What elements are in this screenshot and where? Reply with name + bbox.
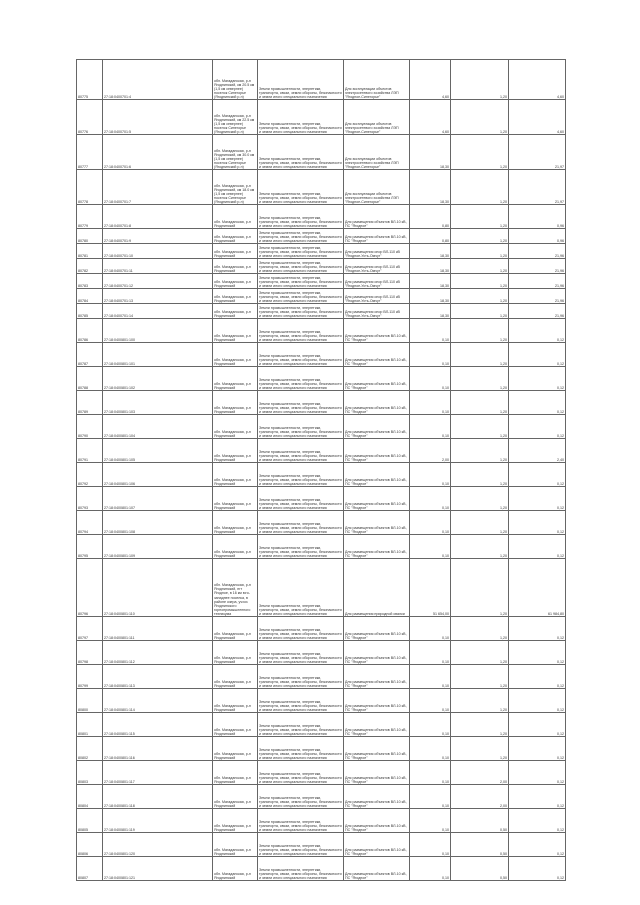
cell-value: 21,97 [509,135,566,170]
cell-record-number: 80789 [77,391,103,415]
cell-permitted-use: Для эксплуатации объектов электросетевого хозяйства ЛЭП "Ягодное-Синегорье" [344,100,410,135]
cell-rate: 1,20 [451,367,509,391]
cell-area: 18,30 [410,304,451,319]
cell-value: 0,12 [509,689,566,713]
cell-address: обл. Магаданская, р-н Ягоднинский, км 20.5 км (1,5 км севернее) поселок Синегорье (Ягоднинский р-н) [213,60,258,100]
cell-permitted-use: Для эксплуатации объектов электросетевого хозяйства ЛЭП "Ягодное-Синегорье" [344,135,410,170]
cell-record-number: 80778 [77,170,103,205]
cell-cadastral-number: 27:18:0400801:120 [103,833,213,857]
cell-address: обл. Магаданская, р-н Ягоднинский [213,689,258,713]
cell-rate: 1,20 [451,415,509,439]
cell-area: 0,10 [410,857,451,881]
cell-cadastral-number: 27:18:0400701:4 [103,60,213,100]
cell-permitted-use: Для размещения объектов ВЛ-10 кВ, ПС "Ягодное" [344,761,410,785]
cell-permitted-use: Для размещения опор ВЛ-110 кВ "Ягодное-Усть-Омчуг" [344,274,410,289]
table-row [77,689,566,713]
cell-cadastral-number: 27:18:0400801:113 [103,665,213,689]
cell-rate: 1,20 [451,135,509,170]
cell-record-number: 80802 [77,737,103,761]
cell-land-category: Земли промышленности, энергетики, транспорта, связи, земли обороны, безопасности и земли иного специального назначения [258,737,344,761]
cell-record-number: 80801 [77,713,103,737]
cell-address: обл. Магаданская, р-н Ягоднинский, пгт Ягодное, в 16 км юго-западнее поселка, в районе озера, учхоз Ягоднинского горнопромышленного техникума [213,559,258,617]
cell-area: 0,10 [410,737,451,761]
table-row [77,785,566,809]
cell-record-number: 80793 [77,487,103,511]
cell-value: 21,96 [509,259,566,274]
cell-value: 0,12 [509,319,566,343]
cell-area: 0,10 [410,487,451,511]
table-row [77,833,566,857]
cell-area: 0,10 [410,809,451,833]
cell-address: обл. Магаданская, р-н Ягоднинский [213,319,258,343]
cell-land-category: Земли промышленности, энергетики, транспорта, связи, земли обороны, безопасности и земли иного специального назначения [258,100,344,135]
cell-address: обл. Магаданская, р-н Ягоднинский [213,535,258,559]
cell-address: обл. Магаданская, р-н Ягоднинский [213,785,258,809]
cell-address: обл. Магаданская, р-н Ягоднинский [213,367,258,391]
cell-record-number: 80792 [77,463,103,487]
cell-address: обл. Магаданская, р-н Ягоднинский [213,617,258,641]
cell-value: 21,97 [509,170,566,205]
cell-land-category: Земли промышленности, энергетики, транспорта, связи, земли обороны, безопасности и земли иного специального назначения [258,809,344,833]
table-row [77,304,566,319]
table-row [77,135,566,170]
cell-value: 0,12 [509,367,566,391]
cell-record-number: 80807 [77,857,103,881]
cell-area: 0,10 [410,319,451,343]
cell-cadastral-number: 27:18:0400701:11 [103,259,213,274]
cell-area: 18,30 [410,244,451,259]
cell-rate: 2,00 [451,785,509,809]
cell-address: обл. Магаданская, р-н Ягоднинский [213,289,258,304]
cell-cadastral-number: 27:18:0400801:105 [103,439,213,463]
cell-land-category: Земли промышленности, энергетики, транспорта, связи, земли обороны, безопасности и земли иного специального назначения [258,170,344,205]
cell-rate: 1,20 [451,737,509,761]
cell-value: 0,12 [509,511,566,535]
cell-cadastral-number: 27:18:0400801:108 [103,511,213,535]
cell-value: 0,12 [509,857,566,881]
cell-value: 0,12 [509,391,566,415]
cell-value: 0,12 [509,833,566,857]
cell-land-category: Земли промышленности, энергетики, транспорта, связи, земли обороны, безопасности и земли иного специального назначения [258,439,344,463]
cell-permitted-use: Для размещения объектов ВЛ-10 кВ, ПС "Ягодное" [344,439,410,463]
cell-area: 0,10 [410,833,451,857]
cell-address: обл. Магаданская, р-н Ягоднинский [213,641,258,665]
cell-area: 0,10 [410,617,451,641]
cell-area: 18,30 [410,135,451,170]
cell-value: 0,96 [509,205,566,229]
cell-address: обл. Магаданская, р-н Ягоднинский [213,463,258,487]
cell-value: 4,60 [509,60,566,100]
cell-address: обл. Магаданская, р-н Ягоднинский [213,487,258,511]
table-row [77,761,566,785]
cell-land-category: Земли промышленности, энергетики, транспорта, связи, земли обороны, безопасности и земли иного специального назначения [258,229,344,244]
cell-area: 0,10 [410,713,451,737]
cell-record-number: 80784 [77,289,103,304]
cell-cadastral-number: 27:18:0400801:117 [103,761,213,785]
cell-land-category: Земли промышленности, энергетики, транспорта, связи, земли обороны, безопасности и земли иного специального назначения [258,415,344,439]
cell-address: обл. Магаданская, р-н Ягоднинский [213,274,258,289]
cell-permitted-use: Для размещения объектов ВЛ-10 кВ, ПС "Ягодное" [344,391,410,415]
table-row [77,535,566,559]
cell-land-category: Земли промышленности, энергетики, транспорта, связи, земли обороны, безопасности и земли иного специального назначения [258,259,344,274]
cell-record-number: 80800 [77,689,103,713]
cell-land-category: Земли промышленности, энергетики, транспорта, связи, земли обороны, безопасности и земли иного специального назначения [258,559,344,617]
cell-rate: 1,20 [451,487,509,511]
cell-rate: 0,50 [451,833,509,857]
cell-permitted-use: Для размещения объектов ВЛ-10 кВ, ПС "Ягодное" [344,833,410,857]
cell-permitted-use: Для размещения объектов ВЛ-10 кВ, ПС "Ягодное" [344,535,410,559]
cell-address: обл. Магаданская, р-н Ягоднинский, км 30.0 км (1,5 км севернее) поселок Синегорье (Ягоднинский р-н) [213,135,258,170]
cell-rate: 1,20 [451,559,509,617]
cell-value: 0,12 [509,415,566,439]
cell-land-category: Земли промышленности, энергетики, транспорта, связи, земли обороны, безопасности и земли иного специального назначения [258,713,344,737]
cell-area: 18,30 [410,274,451,289]
land-registry-table [76,59,566,881]
cell-record-number: 80806 [77,833,103,857]
cell-land-category: Земли промышленности, энергетики, транспорта, связи, земли обороны, безопасности и земли иного специального назначения [258,785,344,809]
cell-permitted-use: Для размещения объектов ВЛ-10 кВ, ПС "Ягодное" [344,689,410,713]
cell-cadastral-number: 27:18:0400801:102 [103,367,213,391]
cell-permitted-use: Для размещения объектов ВЛ-10 кВ, ПС "Ягодное" [344,809,410,833]
cell-area: 0,10 [410,689,451,713]
cell-area: 0,10 [410,535,451,559]
cell-cadastral-number: 27:18:0400801:109 [103,535,213,559]
cell-rate: 1,20 [451,617,509,641]
table-row [77,857,566,881]
table-body [77,60,566,881]
cell-area: 18,30 [410,289,451,304]
cell-cadastral-number: 27:18:0400701:5 [103,100,213,135]
table-row [77,391,566,415]
cell-rate: 1,20 [451,60,509,100]
cell-record-number: 80786 [77,319,103,343]
cell-area: 0,10 [410,415,451,439]
cell-rate: 1,20 [451,244,509,259]
cell-record-number: 80780 [77,229,103,244]
cell-record-number: 80803 [77,761,103,785]
cell-value: 4,60 [509,100,566,135]
cell-rate: 0,50 [451,809,509,833]
cell-rate: 1,20 [451,535,509,559]
cell-land-category: Земли промышленности, энергетики, транспорта, связи, земли обороны, безопасности и земли иного специального назначения [258,289,344,304]
cell-cadastral-number: 27:18:0400801:119 [103,809,213,833]
cell-value: 61 984,80 [509,559,566,617]
cell-record-number: 80797 [77,617,103,641]
cell-address: обл. Магаданская, р-н Ягоднинский [213,833,258,857]
cell-address: обл. Магаданская, р-н Ягоднинский [213,244,258,259]
cell-record-number: 80799 [77,665,103,689]
cell-area: 0,10 [410,761,451,785]
cell-cadastral-number: 27:18:0400801:115 [103,713,213,737]
cell-record-number: 80796 [77,559,103,617]
cell-value: 0,12 [509,535,566,559]
cell-cadastral-number: 27:18:0400701:10 [103,244,213,259]
cell-value: 21,96 [509,289,566,304]
cell-rate: 1,20 [451,304,509,319]
cell-land-category: Земли промышленности, энергетики, транспорта, связи, земли обороны, безопасности и земли иного специального назначения [258,244,344,259]
cell-permitted-use: Для размещения объектов ВЛ-10 кВ, ПС "Ягодное" [344,511,410,535]
cell-cadastral-number: 27:18:0400701:8 [103,205,213,229]
cell-permitted-use: Для размещения опор ВЛ-110 кВ "Ягодное-Усть-Омчуг" [344,289,410,304]
cell-land-category: Земли промышленности, энергетики, транспорта, связи, земли обороны, безопасности и земли иного специального назначения [258,135,344,170]
cell-record-number: 80777 [77,135,103,170]
cell-address: обл. Магаданская, р-н Ягоднинский [213,343,258,367]
table-row [77,617,566,641]
cell-record-number: 80782 [77,259,103,274]
table-row [77,713,566,737]
cell-address: обл. Магаданская, р-н Ягоднинский [213,761,258,785]
cell-rate: 1,20 [451,641,509,665]
cell-cadastral-number: 27:18:0400801:116 [103,737,213,761]
cell-address: обл. Магаданская, р-н Ягоднинский, км 18.0 км (1,5 км севернее) поселок Синегорье (Ягоднинский р-н) [213,170,258,205]
cell-record-number: 80788 [77,367,103,391]
cell-land-category: Земли промышленности, энергетики, транспорта, связи, земли обороны, безопасности и земли иного специального назначения [258,60,344,100]
cell-permitted-use: Для размещения объектов ВЛ-10 кВ, ПС "Ягодное" [344,857,410,881]
cell-permitted-use: Для размещения опор ВЛ-110 кВ "Ягодное-Усть-Омчуг" [344,244,410,259]
cell-record-number: 80790 [77,415,103,439]
cell-permitted-use: Для размещения объектов ВЛ-10 кВ, ПС "Ягодное" [344,415,410,439]
table-row [77,641,566,665]
cell-address: обл. Магаданская, р-н Ягоднинский [213,511,258,535]
cell-rate: 1,20 [451,343,509,367]
cell-address: обл. Магаданская, р-н Ягоднинский [213,857,258,881]
cell-area: 18,30 [410,259,451,274]
cell-cadastral-number: 27:18:0400801:107 [103,487,213,511]
cell-land-category: Земли промышленности, энергетики, транспорта, связи, земли обороны, безопасности и земли иного специального назначения [258,319,344,343]
cell-record-number: 80794 [77,511,103,535]
cell-rate: 2,00 [451,761,509,785]
cell-cadastral-number: 27:18:0400801:112 [103,641,213,665]
cell-value: 0,96 [509,229,566,244]
cell-value: 0,12 [509,641,566,665]
cell-land-category: Земли промышленности, энергетики, транспорта, связи, земли обороны, безопасности и земли иного специального назначения [258,304,344,319]
cell-value: 0,12 [509,665,566,689]
cell-rate: 1,20 [451,205,509,229]
cell-area: 0,10 [410,391,451,415]
cell-cadastral-number: 27:18:0400801:118 [103,785,213,809]
table-row [77,60,566,100]
cell-address: обл. Магаданская, р-н Ягоднинский [213,391,258,415]
cell-address: обл. Магаданская, р-н Ягоднинский [213,665,258,689]
cell-address: обл. Магаданская, р-н Ягоднинский [213,304,258,319]
cell-record-number: 80783 [77,274,103,289]
cell-permitted-use: Для размещения объектов ВЛ-10 кВ, ПС "Ягодное" [344,343,410,367]
cell-area: 0,80 [410,229,451,244]
cell-permitted-use: Для размещения объектов ВЛ-10 кВ, ПС "Ягодное" [344,713,410,737]
cell-rate: 1,20 [451,689,509,713]
cell-address: обл. Магаданская, р-н Ягоднинский [213,439,258,463]
cell-permitted-use: Для размещения объектов ВЛ-10 кВ, ПС "Ягодное" [344,641,410,665]
table-row [77,100,566,135]
cell-land-category: Земли промышленности, энергетики, транспорта, связи, земли обороны, безопасности и земли иного специального назначения [258,857,344,881]
cell-area: 4,60 [410,60,451,100]
cell-record-number: 80787 [77,343,103,367]
cell-permitted-use: Для размещения опор ВЛ-110 кВ "Ягодное-Усть-Омчуг" [344,304,410,319]
cell-cadastral-number: 27:18:0400701:9 [103,229,213,244]
cell-rate: 0,50 [451,857,509,881]
cell-land-category: Земли промышленности, энергетики, транспорта, связи, земли обороны, безопасности и земли иного специального назначения [258,463,344,487]
table-row [77,343,566,367]
table-row [77,415,566,439]
cell-record-number: 80795 [77,535,103,559]
cell-land-category: Земли промышленности, энергетики, транспорта, связи, земли обороны, безопасности и земли иного специального назначения [258,617,344,641]
cell-land-category: Земли промышленности, энергетики, транспорта, связи, земли обороны, безопасности и земли иного специального назначения [258,689,344,713]
cell-area: 0,10 [410,463,451,487]
cell-cadastral-number: 27:18:0400701:6 [103,135,213,170]
table-row [77,244,566,259]
cell-rate: 1,20 [451,665,509,689]
cell-permitted-use: Для размещения объектов ВЛ-10 кВ, ПС "Ягодное" [344,367,410,391]
table-row [77,367,566,391]
table-row [77,229,566,244]
cell-area: 0,10 [410,785,451,809]
cell-cadastral-number: 27:18:0400801:104 [103,415,213,439]
cell-record-number: 80779 [77,205,103,229]
cell-rate: 1,20 [451,170,509,205]
cell-land-category: Земли промышленности, энергетики, транспорта, связи, земли обороны, безопасности и земли иного специального назначения [258,391,344,415]
cell-cadastral-number: 27:18:0400701:13 [103,289,213,304]
cell-area: 0,80 [410,205,451,229]
cell-rate: 1,20 [451,259,509,274]
cell-address: обл. Магаданская, р-н Ягоднинский [213,259,258,274]
table-row [77,809,566,833]
cell-address: обл. Магаданская, р-н Ягоднинский [213,809,258,833]
cell-cadastral-number: 27:18:0400801:111 [103,617,213,641]
cell-permitted-use: Для размещения объектов ВЛ-10 кВ, ПС "Ягодное" [344,617,410,641]
cell-rate: 1,20 [451,100,509,135]
cell-value: 21,96 [509,304,566,319]
cell-record-number: 80785 [77,304,103,319]
cell-land-category: Земли промышленности, энергетики, транспорта, связи, земли обороны, безопасности и земли иного специального назначения [258,761,344,785]
cell-area: 0,10 [410,367,451,391]
cell-record-number: 80791 [77,439,103,463]
cell-rate: 1,20 [451,713,509,737]
cell-value: 0,12 [509,617,566,641]
cell-area: 18,30 [410,170,451,205]
cell-permitted-use: Для размещения объектов ВЛ-10 кВ, ПС "Ягодное" [344,319,410,343]
cell-rate: 1,20 [451,319,509,343]
cell-rate: 1,20 [451,439,509,463]
cell-area: 4,60 [410,100,451,135]
cell-value: 0,12 [509,737,566,761]
cell-permitted-use: Для размещения объектов ВЛ-10 кВ, ПС "Ягодное" [344,205,410,229]
cell-address: обл. Магаданская, р-н Ягоднинский [213,205,258,229]
cell-rate: 1,20 [451,511,509,535]
cell-value: 21,96 [509,274,566,289]
cell-value: 2,40 [509,439,566,463]
cell-address: обл. Магаданская, р-н Ягоднинский [213,415,258,439]
cell-cadastral-number: 27:18:0400801:106 [103,463,213,487]
cell-land-category: Земли промышленности, энергетики, транспорта, связи, земли обороны, безопасности и земли иного специального назначения [258,535,344,559]
cell-record-number: 80781 [77,244,103,259]
cell-land-category: Земли промышленности, энергетики, транспорта, связи, земли обороны, безопасности и земли иного специального назначения [258,511,344,535]
cell-area: 0,10 [410,665,451,689]
cell-value: 21,96 [509,244,566,259]
cell-value: 0,12 [509,761,566,785]
table-row [77,559,566,617]
table-row [77,274,566,289]
cell-value: 0,12 [509,487,566,511]
cell-rate: 1,20 [451,391,509,415]
cell-record-number: 80776 [77,100,103,135]
cell-permitted-use: Для эксплуатации объектов электросетевого хозяйства ЛЭП "Ягодное-Синегорье" [344,170,410,205]
cell-cadastral-number: 27:18:0400801:100 [103,319,213,343]
cell-value: 0,12 [509,463,566,487]
table-row [77,439,566,463]
table-row [77,665,566,689]
cell-address: обл. Магаданская, р-н Ягоднинский [213,713,258,737]
cell-rate: 1,20 [451,463,509,487]
cell-address: обл. Магаданская, р-н Ягоднинский [213,229,258,244]
cell-land-category: Земли промышленности, энергетики, транспорта, связи, земли обороны, безопасности и земли иного специального назначения [258,641,344,665]
table-row [77,737,566,761]
cell-land-category: Земли промышленности, энергетики, транспорта, связи, земли обороны, безопасности и земли иного специального назначения [258,833,344,857]
cell-cadastral-number: 27:18:0400801:110 [103,559,213,617]
cell-value: 0,12 [509,713,566,737]
cell-permitted-use: Для размещения объектов ВЛ-10 кВ, ПС "Ягодное" [344,785,410,809]
table-row [77,487,566,511]
table-row [77,259,566,274]
cell-record-number: 80798 [77,641,103,665]
cell-permitted-use: Для эксплуатации объектов электросетевого хозяйства ЛЭП "Ягодное-Синегорье" [344,60,410,100]
cell-value: 0,12 [509,785,566,809]
cell-area: 51 654,00 [410,559,451,617]
cell-permitted-use: Для размещения объектов ВЛ-10 кВ, ПС "Ягодное" [344,229,410,244]
cell-cadastral-number: 27:18:0400701:14 [103,304,213,319]
table-row [77,205,566,229]
cell-address: обл. Магаданская, р-н Ягоднинский, км 22.5 км (1,5 км севернее) поселок Синегорье (Ягоднинский р-н) [213,100,258,135]
cell-rate: 1,20 [451,274,509,289]
cell-permitted-use: Для размещения объектов ВЛ-10 кВ, ПС "Ягодное" [344,463,410,487]
cell-land-category: Земли промышленности, энергетики, транспорта, связи, земли обороны, безопасности и земли иного специального назначения [258,274,344,289]
cell-land-category: Земли промышленности, энергетики, транспорта, связи, земли обороны, безопасности и земли иного специального назначения [258,343,344,367]
cell-permitted-use: Для размещения опор ВЛ-110 кВ "Ягодное-Усть-Омчуг" [344,259,410,274]
cell-land-category: Земли промышленности, энергетики, транспорта, связи, земли обороны, безопасности и земли иного специального назначения [258,367,344,391]
cell-rate: 1,20 [451,289,509,304]
cell-area: 2,00 [410,439,451,463]
cell-value: 0,12 [509,809,566,833]
cell-cadastral-number: 27:18:0400801:101 [103,343,213,367]
cell-area: 0,10 [410,343,451,367]
cell-land-category: Земли промышленности, энергетики, транспорта, связи, земли обороны, безопасности и земли иного специального назначения [258,487,344,511]
table-row [77,511,566,535]
cell-address: обл. Магаданская, р-н Ягоднинский [213,737,258,761]
cell-record-number: 80804 [77,785,103,809]
cell-cadastral-number: 27:18:0400801:103 [103,391,213,415]
cell-cadastral-number: 27:18:0400701:7 [103,170,213,205]
cell-cadastral-number: 27:18:0400801:114 [103,689,213,713]
cell-cadastral-number: 27:18:0400701:12 [103,274,213,289]
cell-record-number: 80775 [77,60,103,100]
cell-permitted-use: Для размещения объектов ВЛ-10 кВ, ПС "Ягодное" [344,737,410,761]
cell-rate: 1,20 [451,229,509,244]
cell-permitted-use: Для размещения природной свалки [344,559,410,617]
cell-value: 0,12 [509,343,566,367]
cell-land-category: Земли промышленности, энергетики, транспорта, связи, земли обороны, безопасности и земли иного специального назначения [258,665,344,689]
table-row [77,463,566,487]
cell-permitted-use: Для размещения объектов ВЛ-10 кВ, ПС "Ягодное" [344,665,410,689]
cell-record-number: 80805 [77,809,103,833]
cell-area: 0,10 [410,511,451,535]
cell-permitted-use: Для размещения объектов ВЛ-10 кВ, ПС "Ягодное" [344,487,410,511]
cell-cadastral-number: 27:18:0400801:121 [103,857,213,881]
table-row [77,170,566,205]
cell-area: 0,10 [410,641,451,665]
table-row [77,289,566,304]
cell-land-category: Земли промышленности, энергетики, транспорта, связи, земли обороны, безопасности и земли иного специального назначения [258,205,344,229]
table-row [77,319,566,343]
